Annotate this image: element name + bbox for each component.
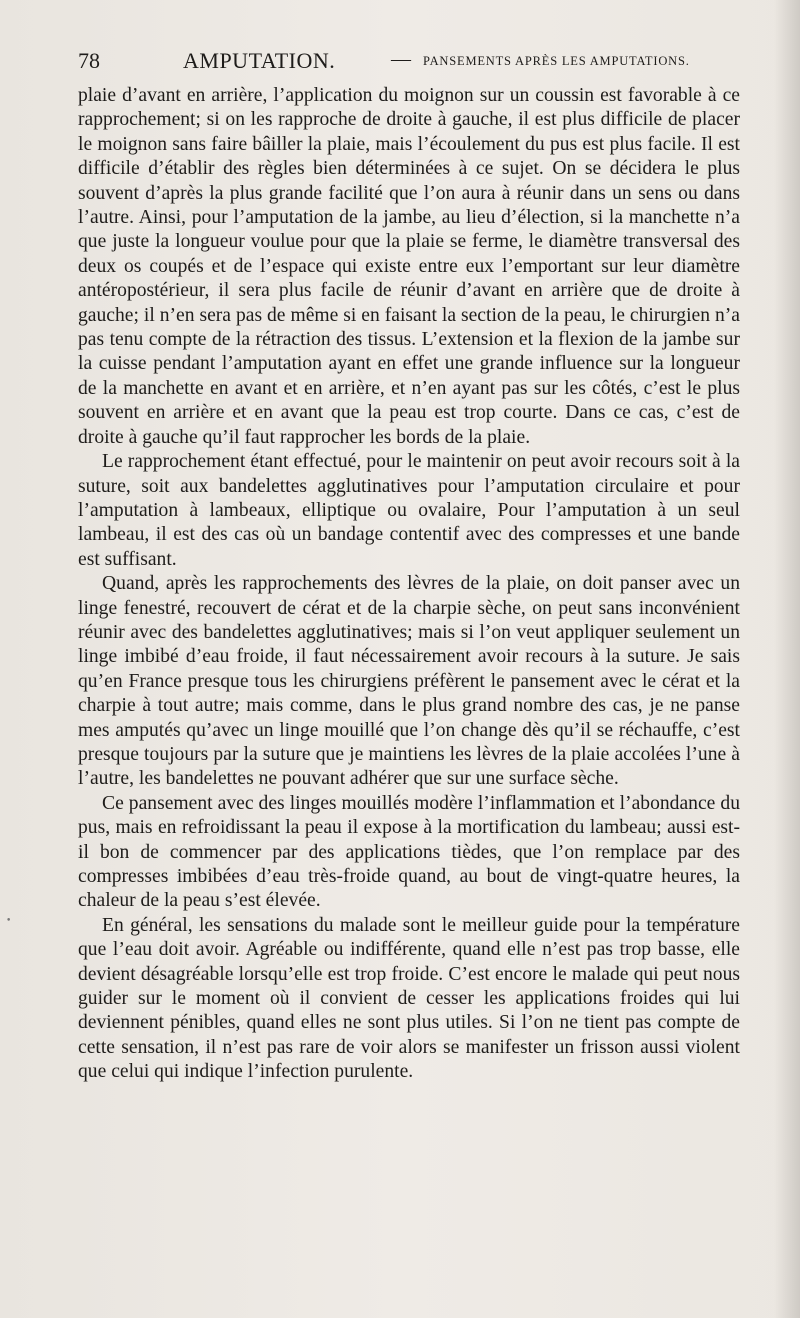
body-text [78, 84, 740, 1085]
paragraph: Quand, après les rapprochements des lèvres de la plaie, on doit panser avec un linge fenestré, recouvert de cérat et de la charpie sèche, on peut sans inconvénient réunir avec des bandelettes agglutinatives; mais si l’on veut appliquer seulement un linge imbibé d’eau froide, il faut nécessairement avoir recours à la suture. Je sais qu’en France presque tous les chirurgiens préfèrent le pansement avec le cérat et la charpie à tout autre; mais comme, dans le plus grand nombre des cas, je ne panse mes amputés qu’avec un linge mouillé que l’on change dès qu’il se réchauffe, c’est presque toujours par la suture que je maintiens les lèvres de la plaie accolées l’une à l’autre, les bandelettes ne pouvant adhérer que sur une surface sèche. [78, 573, 740, 790]
margin-speck: • [6, 916, 12, 926]
page-number: 78 [78, 48, 100, 73]
running-head-title: AMPUTATION. [183, 48, 336, 73]
paragraph: En général, les sensations du malade sont le meilleur guide pour la température que l’eau doit avoir. Agréable ou indifférente, quand elle n’est pas trop basse, elle devient désagréable lorsqu’elle est trop froide. C’est encore le malade qui peut nous guider sur le moment où il convient de cesser les applications froides qui lui deviennent pénibles, quand elles ne sont plus utiles. Si l’on ne tient pas compte de cette sensation, il n’est pas rare de voir alors se manifester un frisson aussi violent que celui qui indique l’infection purulente. [78, 914, 740, 1083]
page-edge-shadow [774, 0, 800, 1318]
paragraph: Ce pansement avec des linges mouillés modère l’inflammation et l’abondance du pus, mais en refroidissant la peau il expose à la mortification du lambeau; aussi est-il bon de commencer par des applications tièdes, que l’on remplace par des compresses imbibées d’eau très-froide quand, au bout de vingt-quatre heures, la chaleur de la peau s’est élevée. [78, 792, 740, 912]
paragraph: Le rapprochement étant effectué, pour le maintenir on peut avoir recours soit à la suture, soit aux bandelettes agglutinatives pour l’amputation circulaire et pour l’amputation à lambeaux, elliptique ou ovalaire, Pour l’amputation à un seul lambeau, il est des cas où un bandage contentif avec des compresses et une bande est suffisant. [78, 451, 740, 570]
running-head-dash: — [391, 48, 411, 70]
paragraph-continued: plaie d’avant en arrière, l’application du moignon sur un coussin est favorable à ce rapprochement; si on les rapproche de droite à gauche, il est plus difficile de placer le moignon sans faire bâiller la plaie, mais l’écoulement du pus est plus facile. Il est difficile d’établir des règles bien déterminées à ce sujet. On se décidera le plus souvent d’après la plus grande facilité que l’on aura à réunir dans un sens ou dans l’autre. Ainsi, pour l’amputation de la jambe, au lieu d’élection, si la manchette n’a que juste la longueur voulue pour que la plaie se ferme, le diamètre transversal des deux os coupés et de l’espace qui existe entre eux l’emportant sur leur diamètre antéropostérieur, il sera plus facile de réunir d’avant en arrière que de droite à gauche; il n’en sera pas de même si en faisant la section de la peau, le chirurgien n’a pas tenu compte de la rétraction des tissus. L’extension et la flexion de la jambe sur la cuisse pendant l’amputation ayant en effet une grande influence sur la longueur de la manchette en avant et en arrière, et n’en ayant pas sur les côtés, c’est le plus souvent en arrière et en avant que la peau est trop courte. Dans ce cas, c’est de droite à gauche qu’il faut rapprocher les bords de la plaie. [78, 85, 740, 448]
running-head-subtitle: PANSEMENTS APRÈS LES AMPUTATIONS. [423, 54, 690, 68]
running-head [78, 48, 740, 76]
